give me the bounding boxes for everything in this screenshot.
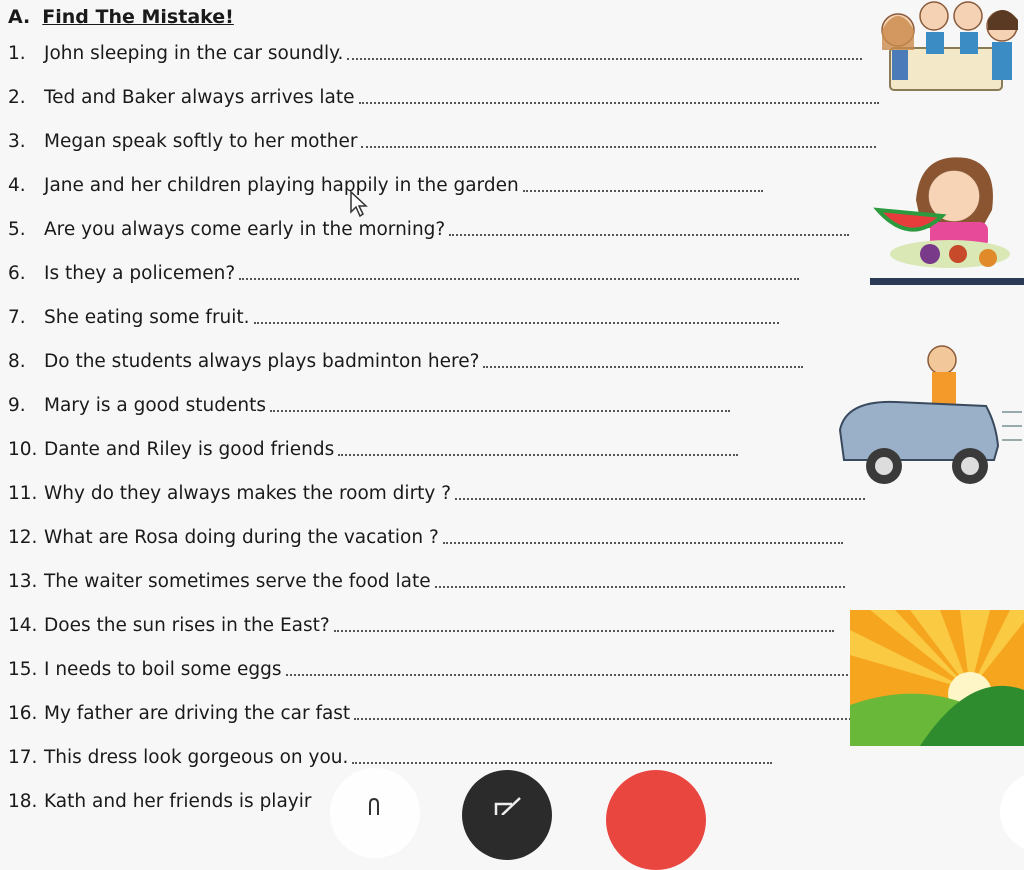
answer-blank [254, 322, 779, 324]
question-number: 15. [8, 659, 38, 680]
answer-blank [239, 278, 799, 280]
more-button[interactable] [1000, 772, 1024, 852]
question-text: Are you always come early in the morning? [44, 219, 446, 240]
question-row [8, 302, 779, 328]
annotate-button[interactable] [462, 770, 552, 860]
pen-icon [492, 796, 526, 815]
question-text: Kath and her friends is playir [44, 791, 312, 812]
children-group-icon [868, 0, 1024, 96]
question-row [8, 522, 843, 548]
answer-blank [483, 366, 803, 368]
answer-blank [449, 234, 849, 236]
question-row [8, 566, 845, 592]
question-text: Do the students always plays badminton here? [44, 351, 480, 372]
question-row [8, 346, 803, 372]
sunrise-icon [850, 610, 1024, 746]
question-row [8, 654, 876, 680]
question-row [8, 214, 849, 240]
question-number: 16. [8, 703, 38, 724]
answer-blank [354, 718, 894, 720]
question-row [8, 126, 876, 152]
question-text: Mary is a good students [44, 395, 266, 416]
question-number: 17. [8, 747, 38, 768]
question-number: 1. [8, 43, 26, 64]
question-text: Jane and her children playing happily in the garden [44, 175, 519, 196]
worksheet-heading [8, 6, 234, 28]
question-row [8, 170, 763, 196]
question-number: 18. [8, 791, 38, 812]
question-number: 3. [8, 131, 26, 152]
question-row [8, 610, 834, 636]
question-row [8, 478, 865, 504]
answer-blank [270, 410, 730, 412]
answer-blank [523, 190, 763, 192]
question-number: 4. [8, 175, 26, 196]
question-number: 11. [8, 483, 38, 504]
question-text: Megan speak softly to her mother [44, 131, 358, 152]
question-text: This dress look gorgeous on you. [44, 747, 349, 768]
question-row [8, 258, 799, 284]
question-text: What are Rosa doing during the vacation ? [44, 527, 439, 548]
answer-blank [352, 762, 772, 764]
question-text: Is they a policemen? [44, 263, 236, 284]
question-text: Ted and Baker always arrives late [44, 87, 355, 108]
question-number: 8. [8, 351, 26, 372]
question-text: John sleeping in the car soundly. [44, 43, 344, 64]
answer-blank [443, 542, 843, 544]
question-text: The waiter sometimes serve the food late [44, 571, 431, 592]
question-text: She eating some fruit. [44, 307, 250, 328]
question-number: 6. [8, 263, 26, 284]
mic-icon [366, 796, 382, 815]
question-number: 2. [8, 87, 26, 108]
question-text: Dante and Riley is good friends [44, 439, 335, 460]
answer-blank [455, 498, 865, 500]
question-number: 5. [8, 219, 26, 240]
answer-blank [359, 102, 879, 104]
question-text: Why do they always makes the room dirty ? [44, 483, 452, 504]
question-row [8, 82, 879, 108]
girl-eating-icon [870, 150, 1024, 290]
car-driver-icon [836, 342, 1024, 502]
worksheet-title: Find The Mistake! [42, 6, 234, 28]
question-number: 12. [8, 527, 38, 548]
question-row [8, 434, 738, 460]
question-text: I needs to boil some eggs [44, 659, 282, 680]
section-label: A. [8, 6, 31, 28]
answer-blank [435, 586, 845, 588]
question-row [8, 786, 311, 812]
end-call-button[interactable] [606, 770, 706, 870]
question-number: 10. [8, 439, 38, 460]
question-text: Does the sun rises in the East? [44, 615, 330, 636]
question-number: 7. [8, 307, 26, 328]
mouse-cursor-icon [349, 190, 369, 218]
answer-blank [347, 58, 862, 60]
question-row [8, 698, 894, 724]
question-row [8, 742, 772, 768]
answer-blank [334, 630, 834, 632]
question-number: 9. [8, 395, 26, 416]
question-text: My father are driving the car fast [44, 703, 351, 724]
question-row [8, 38, 862, 64]
answer-blank [338, 454, 738, 456]
question-number: 14. [8, 615, 38, 636]
answer-blank [361, 146, 876, 148]
answer-blank [286, 674, 876, 676]
question-row [8, 390, 730, 416]
question-number: 13. [8, 571, 38, 592]
